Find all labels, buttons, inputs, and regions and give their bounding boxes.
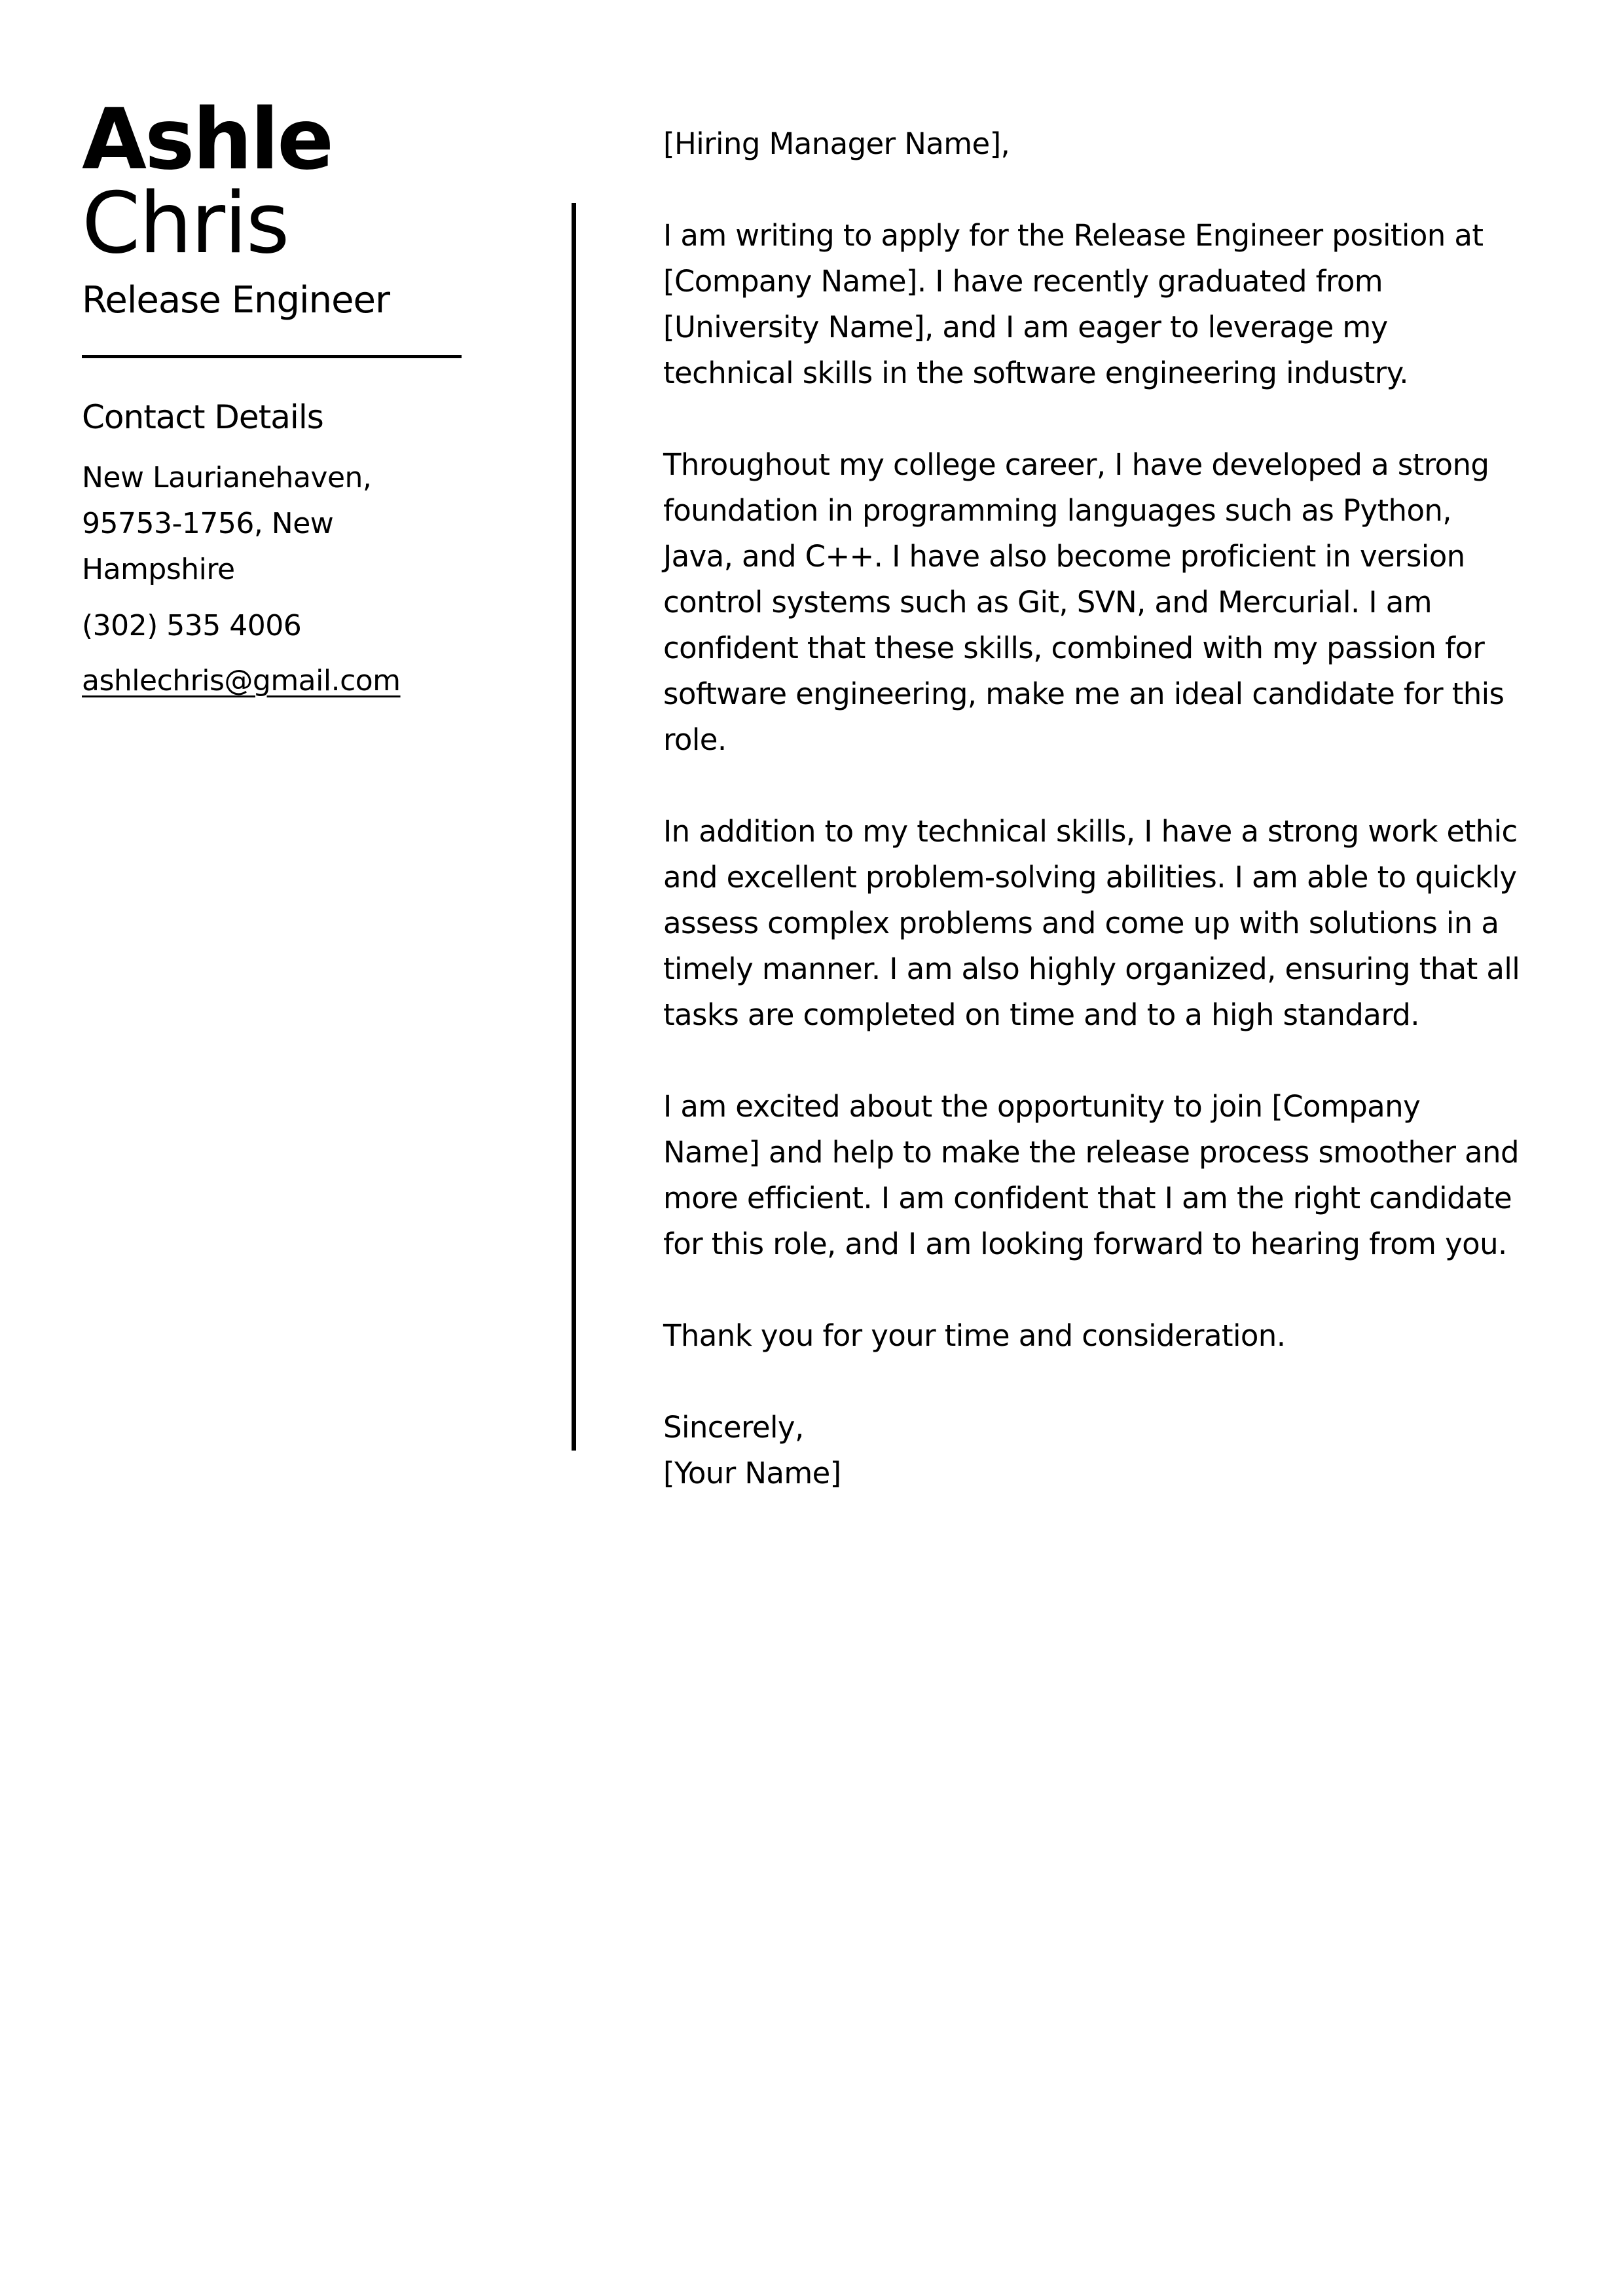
first-name: Ashle bbox=[82, 91, 333, 189]
title-divider bbox=[82, 355, 462, 358]
letter-signature: [Your Name] bbox=[663, 1456, 841, 1491]
contact-phone: (302) 535 4006 bbox=[82, 609, 302, 642]
contact-address: New Laurianehaven, 95753-1756, New Hampshire bbox=[82, 461, 372, 586]
letter-paragraph: I am writing to apply for the Release Engineer position at [Company Name]. I have recently graduated from [University Name], and I am eager to leverage my technical skills in the software engineering industry. bbox=[663, 218, 1484, 390]
letter-salutation: [Hiring Manager Name], bbox=[663, 126, 1010, 161]
letter-body bbox=[663, 121, 1521, 1496]
last-name: Chris bbox=[82, 175, 289, 272]
letter-paragraph: Throughout my college career, I have developed a strong foundation in programming languages such as Python, Java, and C++. I have also become proficient in version control systems such as Git, SVN, and Mercurial. I am confident that these skills, combined with my passion for software engineering, make me an ideal candidate for this role. bbox=[663, 447, 1504, 757]
letter-closing: Sincerely, bbox=[663, 1410, 804, 1445]
job-title: Release Engineer bbox=[82, 279, 390, 322]
letter-paragraph: I am excited about the opportunity to join [Company Name] and help to make the release process smoother and more efficient. I am confident that I am the right candidate for this role, and I am looking forward to hearing from you. bbox=[663, 1089, 1519, 1261]
contact-heading: Contact Details bbox=[82, 398, 323, 436]
vertical-divider bbox=[572, 203, 576, 1451]
letter-paragraph: Thank you for your time and consideration. bbox=[663, 1318, 1286, 1353]
sidebar bbox=[82, 91, 468, 704]
letter-paragraph: In addition to my technical skills, I have a strong work ethic and excellent problem-solving abilities. I am able to quickly assess complex problems and come up with solutions in a timely manner. I am also highly organized, ensuring that all tasks are completed on time and to a high standard. bbox=[663, 814, 1520, 1032]
contact-email-link[interactable]: ashlechris@gmail.com bbox=[82, 664, 401, 697]
